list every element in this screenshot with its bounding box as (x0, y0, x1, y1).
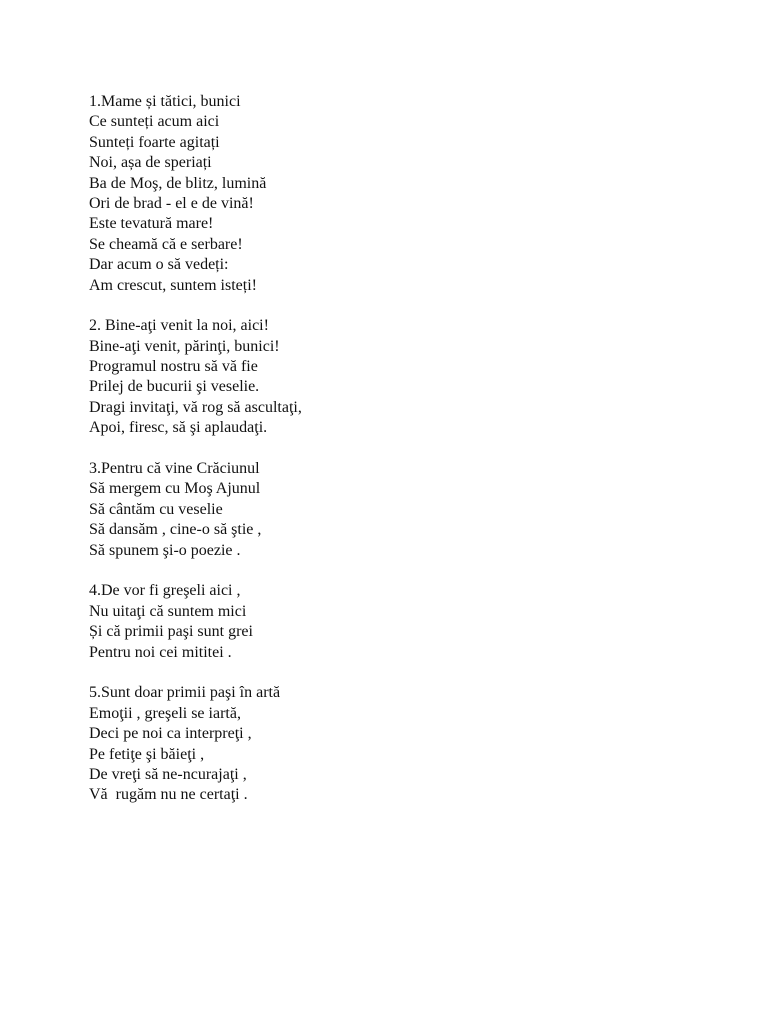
verse-line: Noi, așa de speriați (89, 154, 212, 172)
verse-line: Ce sunteți acum aici (89, 113, 220, 131)
verse-line: Sunteți foarte agitați (89, 133, 220, 151)
poem-text (89, 92, 709, 806)
verse-line: Am crescut, suntem isteți! (89, 276, 257, 294)
verse-line: Este tevatură mare! (89, 215, 214, 233)
verse-line: Să mergem cu Moş Ajunul (89, 480, 261, 498)
verse-line: 1.Mame și tătici, bunici (89, 93, 241, 110)
verse-line: Se cheamă că e serbare! (89, 235, 243, 253)
verse-line: Să spunem şi-o poezie . (89, 541, 241, 559)
stanza-5 (89, 683, 709, 805)
verse-line: 4.De vor fi greşeli aici , (89, 582, 241, 600)
verse-line: Ori de brad - el e de vină! (89, 194, 254, 212)
verse-line: Pentru noi cei mititei . (89, 643, 232, 661)
stanza-2 (89, 316, 709, 438)
verse-line: 5.Sunt doar primii paşi în artă (89, 684, 281, 702)
verse-line: Să dansăm , cine-o să ştie , (89, 521, 262, 539)
stanza-3 (89, 459, 709, 561)
verse-line: 3.Pentru că vine Crăciunul (89, 460, 260, 478)
verse-line: De vreţi să ne-ncurajaţi , (89, 765, 247, 783)
verse-line: Ba de Moş, de blitz, lumină (89, 174, 267, 192)
verse-line: Pe fetiţe şi băieţi , (89, 745, 205, 763)
verse-line: Să cântăm cu veselie (89, 500, 223, 518)
verse-line: Și că primii paşi sunt grei (89, 623, 253, 641)
verse-line: Dar acum o să vedeți: (89, 256, 229, 274)
verse-line: Dragi invitaţi, vă rog să ascultaţi, (89, 398, 302, 416)
stanza-1 (89, 92, 709, 296)
verse-line: Nu uitaţi că suntem mici (89, 602, 247, 620)
verse-line: Prilej de bucurii şi veselie. (89, 378, 260, 396)
stanza-4 (89, 581, 709, 663)
verse-line: Apoi, firesc, să şi aplaudaţi. (89, 419, 268, 437)
verse-line: Emoţii , greşeli se iartă, (89, 704, 241, 722)
verse-line: Vă rugăm nu ne certaţi . (89, 786, 248, 804)
verse-line: Deci pe noi ca interpreţi , (89, 725, 252, 743)
verse-line: Bine-aţi venit, părinţi, bunici! (89, 337, 280, 355)
verse-line: Programul nostru să vă fie (89, 358, 258, 376)
verse-line: 2. Bine-aţi venit la noi, aici! (89, 317, 269, 335)
